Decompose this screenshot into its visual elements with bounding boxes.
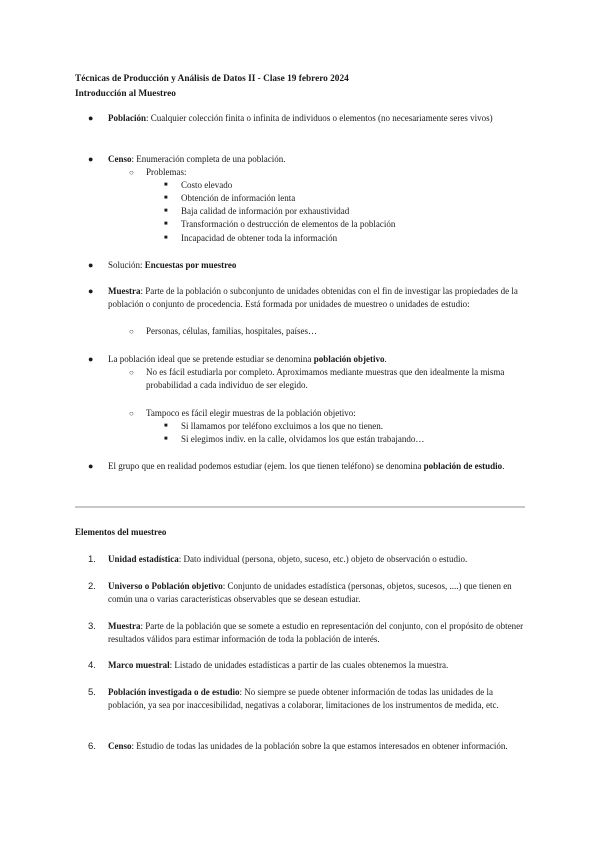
list-item-censo: [108, 153, 528, 166]
item-term: Población investigada o de estudio: [108, 687, 240, 697]
bullet-dot: ●: [88, 154, 94, 164]
list-item-objetivo: [108, 353, 528, 366]
term-poblacion: Población: [108, 113, 147, 123]
bullet-square: ■: [164, 436, 168, 442]
bullet-circle: ○: [129, 409, 134, 418]
item-term: Unidad estadística: [108, 554, 179, 564]
bullet-dot: ●: [88, 286, 94, 296]
objetivo-sub2-item: Si llamamos por teléfono excluimos a los que no tienen.: [181, 421, 383, 431]
list-item-estudio: [108, 460, 528, 473]
problema-item: Baja calidad de información por exhaustividad: [181, 206, 350, 216]
objetivo-sub2-item: Si elegimos indiv. en la calle, olvidamos los que están trabajando…: [181, 434, 425, 444]
term-muestra: Muestra: [108, 286, 141, 296]
objetivo-sub1: No es fácil estudiarla por completo. Aproximamos mediante muestras que den idealmente la misma probabilidad a cada individuo de ser elegido.: [146, 367, 505, 390]
item-definition: : Listado de unidades estadísticas a partir de las cuales obtenemos la muestra.: [169, 660, 449, 670]
item-term: Muestra: [108, 621, 141, 631]
list-number: 1.: [88, 554, 96, 565]
solucion-label: Solución:: [108, 260, 145, 270]
term-censo: Censo: [108, 154, 132, 164]
bullet-square: ■: [164, 423, 168, 429]
definition-censo: : Enumeración completa de una población.: [131, 154, 286, 164]
term-encuestas: Encuestas por muestreo: [144, 260, 237, 270]
list-number: 5.: [88, 687, 96, 698]
numbered-item: [108, 620, 528, 646]
problema-item: Transformación o destrucción de elementos de la población: [181, 219, 396, 229]
bullet-dot: ●: [88, 461, 94, 471]
document-subtitle: Introducción al Muestreo: [75, 89, 176, 99]
item-definition: : Parte de la población que se somete a estudio en representación del conjunto, con el propósito de obtener resultados válidos para estimar información de toda la población de interés.: [108, 621, 524, 644]
muestra-ejemplos: Personas, células, familias, hospitales, países…: [146, 326, 317, 336]
bullet-dot: ●: [88, 260, 94, 270]
document-title: Técnicas de Producción y Análisis de Datos II - Clase 19 febrero 2024: [75, 74, 349, 84]
horizontal-divider: [75, 506, 525, 508]
bullet-dot: ●: [88, 113, 94, 123]
problemas-label: Problemas:: [146, 167, 187, 177]
estudio-text: El grupo que en realidad podemos estudiar (ejem. los que tienen teléfono) se denomina: [108, 461, 424, 471]
list-number: 6.: [88, 741, 96, 752]
list-number: 2.: [88, 581, 96, 592]
objetivo-end: .: [384, 354, 387, 364]
definition-poblacion: : Cualquier colección finita o infinita de individuos o elementos (no necesariamente seres vivos): [146, 113, 493, 123]
document-header: [75, 72, 349, 102]
item-term: Censo: [108, 741, 132, 751]
objetivo-sub2: Tampoco es fácil elegir muestras de la población objetivo:: [146, 408, 356, 418]
bullet-square: ■: [164, 221, 168, 227]
bullet-square: ■: [164, 182, 168, 188]
problema-item: Obtención de información lenta: [181, 193, 296, 203]
item-definition: : Estudio de todas las unidades de la población sobre la que estamos interesados en obtener información.: [131, 741, 508, 751]
item-term: Universo o Población objetivo: [108, 581, 223, 591]
bullet-dot: ●: [88, 354, 94, 364]
list-number: 3.: [88, 621, 96, 632]
term-poblacion-estudio: población de estudio: [423, 461, 503, 471]
bullet-square: ■: [164, 208, 168, 214]
numbered-item: [108, 659, 528, 672]
list-item-solucion: [108, 259, 528, 272]
bullet-circle: ○: [129, 168, 134, 177]
problema-item: Costo elevado: [181, 180, 233, 190]
section-title: Elementos del muestreo: [75, 527, 167, 537]
bullet-square: ■: [164, 235, 168, 241]
term-poblacion-objetivo: población objetivo: [313, 354, 385, 364]
item-definition: : Conjunto de unidades estadística (personas, objetos, sucesos, ....) que tienen en común una o varias características observables que se desean estudiar.: [108, 581, 512, 604]
bullet-square: ■: [164, 195, 168, 201]
item-definition: : No siempre se puede obtener información de todas las unidades de la población, ya sea por inaccesibilidad, negativas a colaborar, limitaciones de los instrumentos de medida, etc.: [108, 687, 499, 710]
definition-muestra: : Parte de la población o subconjunto de unidades obtenidas con el fin de investigar las propiedades de la población o conjunto de procedencia. Está formada por unidades de muestreo o unidades de estudio:: [108, 286, 518, 309]
bullet-circle: ○: [129, 327, 134, 336]
estudio-end: .: [502, 461, 505, 471]
item-term: Marco muestral: [108, 660, 170, 670]
item-definition: : Dato individual (persona, objeto, suceso, etc.) objeto de observación o estudio.: [178, 554, 468, 564]
numbered-item: [108, 686, 528, 712]
problema-item: Incapacidad de obtener toda la información: [181, 233, 338, 243]
bullet-circle: ○: [129, 368, 134, 377]
objetivo-text: La población ideal que se pretende estudiar se denomina: [108, 354, 314, 364]
numbered-item: [108, 740, 528, 753]
list-item-muestra: [108, 285, 528, 311]
list-item-poblacion: [108, 112, 528, 125]
numbered-item: [108, 553, 528, 566]
list-number: 4.: [88, 660, 96, 671]
numbered-item: [108, 580, 528, 606]
